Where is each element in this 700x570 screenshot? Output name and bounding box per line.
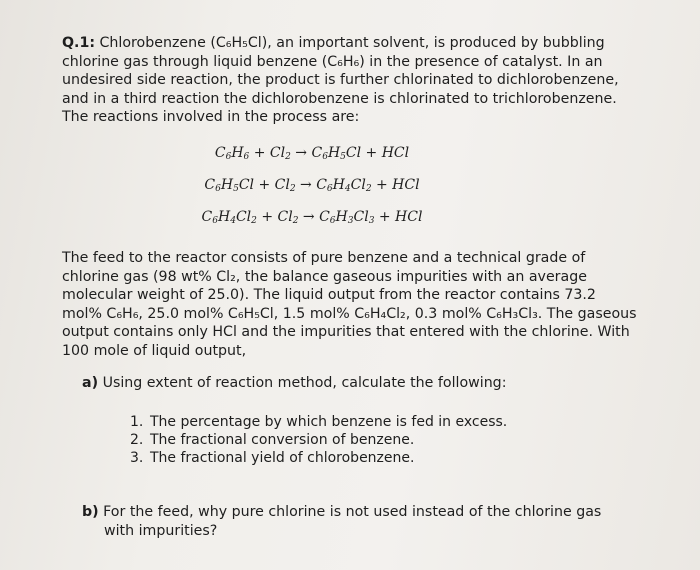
question-label: Q.1: xyxy=(62,35,95,51)
reaction-equation: $C_6H_4Cl_2 + Cl_2 \to C_6H_3Cl_3$ + HCl xyxy=(201,208,423,226)
feed-line: molecular weight of 25.0). The liquid output from the reactor contains 73.2 xyxy=(62,287,596,304)
intro-line: Chlorobenzene (C₆H₅Cl), an important solvent, is produced by bubbling xyxy=(95,35,605,51)
reaction-arrow: → xyxy=(295,144,308,161)
list-item: 3. The fractional yield of chlorobenzene. xyxy=(130,449,415,466)
question-intro xyxy=(62,34,662,127)
part-b-prompt xyxy=(82,503,662,541)
feed-line: output contains only HCl and the impurities that entered with the chlorine. With xyxy=(62,324,630,341)
intro-line: chlorine gas through liquid benzene (C₆H₆) in the presence of catalyst. In an xyxy=(62,53,603,70)
intro-line: and in a third reaction the dichlorobenzene is chlorinated to trichlorobenzene. xyxy=(62,90,617,107)
question-page xyxy=(62,34,662,541)
intro-line: undesired side reaction, the product is further chlorinated to dichlorobenzene, xyxy=(62,72,619,89)
part-b-label: b) xyxy=(82,503,99,520)
intro-line: The reactions involved in the process are: xyxy=(62,109,360,126)
feed-line: The feed to the reactor consists of pure benzene and a technical grade of xyxy=(62,249,586,266)
reaction-equation: $C_6H_6 + Cl_2 \to C_6H_5Cl$ + HCl xyxy=(214,144,410,162)
list-item: 1. The percentage by which benzene is fed in excess. xyxy=(130,413,508,430)
reaction-arrow: → xyxy=(302,208,315,225)
reaction-equations xyxy=(62,137,562,233)
part-b-text: with impurities? xyxy=(104,522,218,539)
part-a-prompt xyxy=(82,375,662,391)
list-item: 2. The fractional conversion of benzene. xyxy=(130,431,415,448)
feed-line: mol% C₆H₆, 25.0 mol% C₆H₅Cl, 1.5 mol% C₆H₄Cl₂, 0.3 mol% C₆H₃Cl₃. The gaseous xyxy=(62,305,637,322)
feed-line: 100 mole of liquid output, xyxy=(62,342,247,359)
reaction-equation: $C_6H_5Cl + Cl_2 \to C_6H_4Cl_2$ + HCl xyxy=(204,176,420,194)
part-b-text: For the feed, why pure chlorine is not used instead of the chlorine gas xyxy=(98,503,602,520)
part-a-list xyxy=(130,413,662,467)
feed-line: chlorine gas (98 wt% Cl₂, the balance gaseous impurities with an average xyxy=(62,268,587,285)
reaction-arrow: → xyxy=(300,176,312,193)
part-a-label: a) xyxy=(82,374,99,391)
feed-description xyxy=(62,249,662,361)
part-a-text: Using extent of reaction method, calculate the following: xyxy=(98,374,507,391)
